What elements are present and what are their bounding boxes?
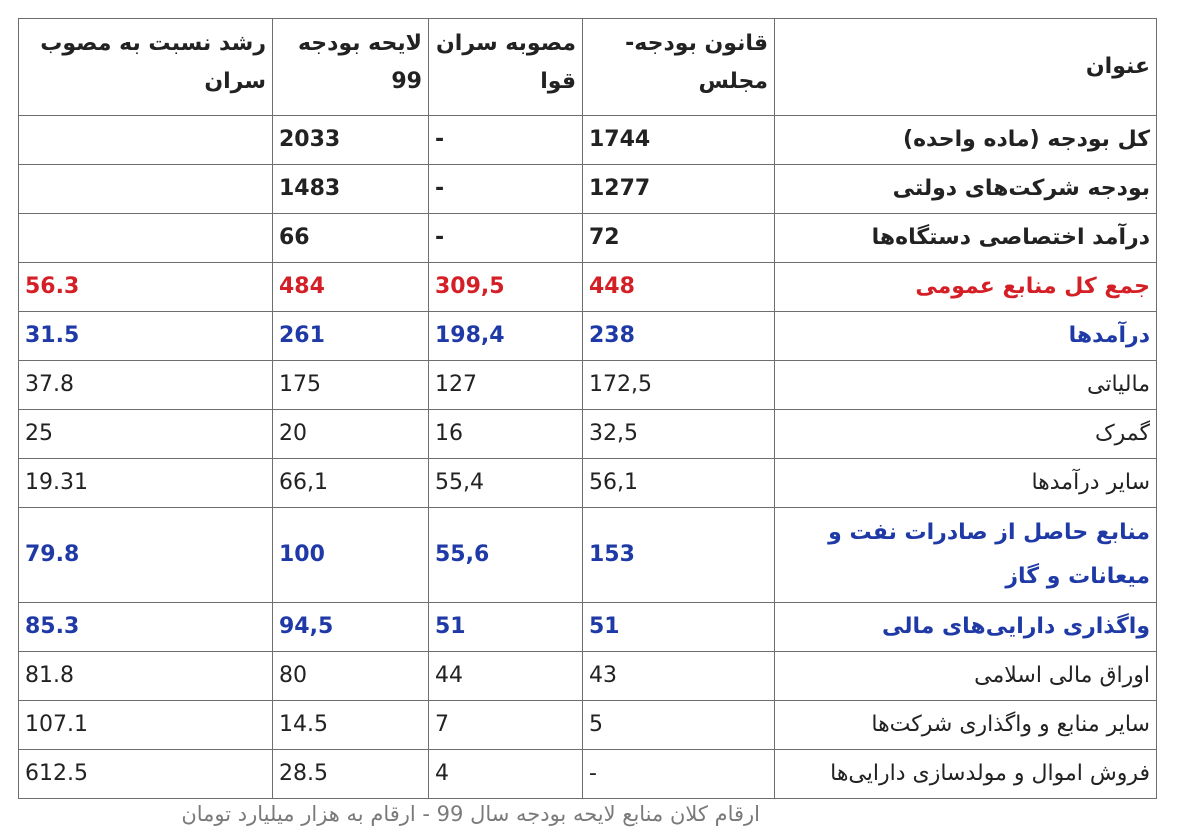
cell-approved: 55,4 bbox=[429, 459, 583, 508]
cell-bill: 484 bbox=[273, 263, 429, 312]
cell-bill: 175 bbox=[273, 361, 429, 410]
cell-law: 1744 bbox=[583, 116, 775, 165]
header-title: عنوان bbox=[775, 19, 1157, 116]
cell-bill: 100 bbox=[273, 508, 429, 603]
cell-approved: - bbox=[429, 165, 583, 214]
row-title: واگذاری دارایی‌های مالی bbox=[775, 603, 1157, 652]
row-title: فروش اموال و مولدسازی دارایی‌ها bbox=[775, 750, 1157, 799]
table-row-dedicated-income bbox=[19, 214, 1157, 263]
cell-approved: 51 bbox=[429, 603, 583, 652]
cell-growth: 107.1 bbox=[19, 701, 273, 750]
cell-approved: - bbox=[429, 116, 583, 165]
row-title: گمرک bbox=[775, 410, 1157, 459]
header-law: قانون بودجه-مجلس bbox=[583, 19, 775, 116]
table-row-oil-gas-exports bbox=[19, 508, 1157, 603]
cell-law: 43 bbox=[583, 652, 775, 701]
table-row-financial-assets bbox=[19, 603, 1157, 652]
cell-law: 238 bbox=[583, 312, 775, 361]
row-title: کل بودجه (ماده واحده) bbox=[775, 116, 1157, 165]
cell-approved: 309,5 bbox=[429, 263, 583, 312]
table-row-islamic-bonds bbox=[19, 652, 1157, 701]
cell-growth: 19.31 bbox=[19, 459, 273, 508]
cell-growth: 56.3 bbox=[19, 263, 273, 312]
table-caption: ارقام کلان منابع لایحه بودجه سال 99 - ارقام به هزار میلیارد تومان bbox=[181, 802, 760, 826]
cell-growth bbox=[19, 214, 273, 263]
header-bill: لایحه بودجه 99 bbox=[273, 19, 429, 116]
cell-approved: 16 bbox=[429, 410, 583, 459]
cell-approved: 198,4 bbox=[429, 312, 583, 361]
cell-bill: 80 bbox=[273, 652, 429, 701]
cell-bill: 14.5 bbox=[273, 701, 429, 750]
row-title: سایر درآمدها bbox=[775, 459, 1157, 508]
row-title: درآمدها bbox=[775, 312, 1157, 361]
cell-growth: 25 bbox=[19, 410, 273, 459]
cell-growth: 37.8 bbox=[19, 361, 273, 410]
budget-table bbox=[18, 18, 1157, 799]
cell-law: 32,5 bbox=[583, 410, 775, 459]
cell-law: 5 bbox=[583, 701, 775, 750]
table-row-revenues bbox=[19, 312, 1157, 361]
row-title: مالیاتی bbox=[775, 361, 1157, 410]
cell-law: 56,1 bbox=[583, 459, 775, 508]
cell-bill: 1483 bbox=[273, 165, 429, 214]
cell-growth: 79.8 bbox=[19, 508, 273, 603]
row-title: منابع حاصل از صادرات نفت و میعانات و گاز bbox=[775, 508, 1157, 603]
cell-bill: 66,1 bbox=[273, 459, 429, 508]
row-title: جمع کل منابع عمومی bbox=[775, 263, 1157, 312]
cell-approved: - bbox=[429, 214, 583, 263]
cell-law: 153 bbox=[583, 508, 775, 603]
table-row-tax bbox=[19, 361, 1157, 410]
cell-growth bbox=[19, 165, 273, 214]
cell-growth bbox=[19, 116, 273, 165]
cell-bill: 261 bbox=[273, 312, 429, 361]
row-title: بودجه شرکت‌های دولتی bbox=[775, 165, 1157, 214]
table-row-customs bbox=[19, 410, 1157, 459]
cell-law: 51 bbox=[583, 603, 775, 652]
cell-growth: 31.5 bbox=[19, 312, 273, 361]
row-title: اوراق مالی اسلامی bbox=[775, 652, 1157, 701]
cell-approved: 44 bbox=[429, 652, 583, 701]
cell-bill: 66 bbox=[273, 214, 429, 263]
cell-approved: 55,6 bbox=[429, 508, 583, 603]
cell-law: 448 bbox=[583, 263, 775, 312]
cell-growth: 81.8 bbox=[19, 652, 273, 701]
budget-table-container bbox=[18, 18, 1156, 799]
cell-law: 72 bbox=[583, 214, 775, 263]
header-growth: رشد نسبت به مصوب سران bbox=[19, 19, 273, 116]
cell-approved: 4 bbox=[429, 750, 583, 799]
cell-bill: 94,5 bbox=[273, 603, 429, 652]
cell-law: 172,5 bbox=[583, 361, 775, 410]
header-approved: مصوبه سران قوا bbox=[429, 19, 583, 116]
table-row-state-companies bbox=[19, 165, 1157, 214]
row-title: درآمد اختصاصی دستگاه‌ها bbox=[775, 214, 1157, 263]
table-row-other-revenues bbox=[19, 459, 1157, 508]
row-title: سایر منابع و واگذاری شرکت‌ها bbox=[775, 701, 1157, 750]
cell-law: - bbox=[583, 750, 775, 799]
table-header-row bbox=[19, 19, 1157, 116]
cell-bill: 28.5 bbox=[273, 750, 429, 799]
table-row-asset-sales bbox=[19, 750, 1157, 799]
cell-law: 1277 bbox=[583, 165, 775, 214]
cell-bill: 20 bbox=[273, 410, 429, 459]
table-row-public-resources bbox=[19, 263, 1157, 312]
cell-approved: 127 bbox=[429, 361, 583, 410]
cell-growth: 85.3 bbox=[19, 603, 273, 652]
table-row-total-budget bbox=[19, 116, 1157, 165]
cell-growth: 612.5 bbox=[19, 750, 273, 799]
cell-bill: 2033 bbox=[273, 116, 429, 165]
cell-approved: 7 bbox=[429, 701, 583, 750]
table-row-other-resources bbox=[19, 701, 1157, 750]
